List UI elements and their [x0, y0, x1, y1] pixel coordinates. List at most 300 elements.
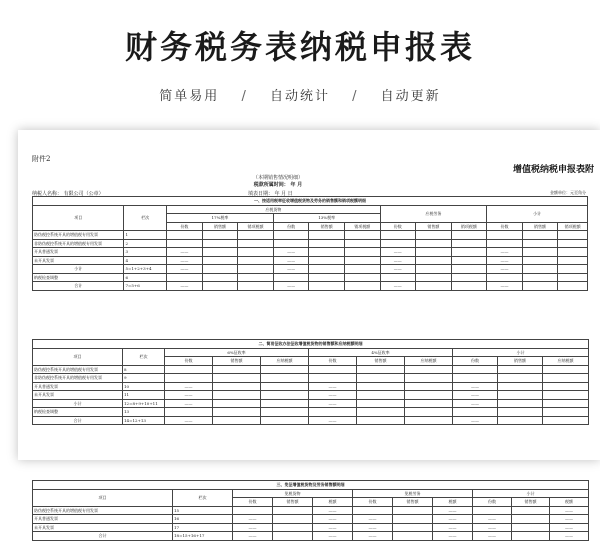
- value-cell[interactable]: [451, 248, 487, 257]
- value-cell[interactable]: ——: [550, 515, 589, 524]
- header-sales: 销售额: [416, 222, 452, 231]
- header-payable-tax: 应纳税额: [543, 357, 589, 366]
- value-cell[interactable]: [522, 248, 558, 257]
- value-cell[interactable]: [558, 231, 588, 240]
- value-cell[interactable]: ——: [453, 399, 498, 408]
- value-cell[interactable]: [453, 365, 498, 374]
- value-cell[interactable]: ——: [309, 416, 357, 425]
- value-cell[interactable]: [498, 374, 543, 383]
- value-cell[interactable]: [309, 231, 345, 240]
- value-cell[interactable]: [498, 382, 543, 391]
- table-row: [33, 506, 589, 515]
- value-cell[interactable]: [238, 273, 274, 282]
- header-output-tax: 销项税额: [344, 222, 380, 231]
- value-cell[interactable]: [273, 506, 313, 515]
- table-row: [33, 515, 589, 524]
- value-cell[interactable]: [273, 523, 313, 532]
- value-cell[interactable]: ——: [273, 248, 309, 257]
- row-col-no: 17: [173, 523, 233, 532]
- value-cell[interactable]: ——: [487, 282, 523, 291]
- value-cell[interactable]: [487, 231, 523, 240]
- header-sales: 销售额: [202, 222, 238, 231]
- header-qty: 份数: [167, 222, 203, 231]
- row-col-no: 3: [124, 248, 167, 257]
- value-cell[interactable]: ——: [380, 282, 416, 291]
- value-cell[interactable]: [558, 282, 588, 291]
- feature-auto-stats: 自动统计: [269, 89, 330, 104]
- table-row: [33, 374, 589, 383]
- feature-separator: /: [352, 89, 359, 104]
- row-col-no: 5=1+2+3+4: [124, 265, 167, 274]
- value-cell[interactable]: [344, 231, 380, 240]
- header-payable-tax: 应纳税额: [261, 357, 309, 366]
- header-subtotal: 小计: [453, 348, 589, 357]
- section-exempt-sales-table: [32, 480, 589, 541]
- tax-period: 税款所属时间： 年 月: [253, 182, 303, 188]
- value-cell[interactable]: ——: [433, 532, 473, 541]
- header-col-no: 栏次: [173, 489, 233, 506]
- value-cell[interactable]: [213, 408, 261, 417]
- value-cell[interactable]: [512, 506, 550, 515]
- header-rate-6: 6%征收率: [165, 348, 309, 357]
- value-cell[interactable]: [498, 416, 543, 425]
- value-cell[interactable]: ——: [353, 532, 393, 541]
- header-qty: 份数: [273, 222, 309, 231]
- value-cell[interactable]: ——: [165, 382, 213, 391]
- value-cell[interactable]: [309, 282, 345, 291]
- value-cell[interactable]: [405, 374, 453, 383]
- value-cell[interactable]: [473, 506, 512, 515]
- value-cell[interactable]: ——: [313, 515, 353, 524]
- value-cell[interactable]: ——: [487, 265, 523, 274]
- value-cell[interactable]: [487, 239, 523, 248]
- value-cell[interactable]: [213, 391, 261, 400]
- value-cell[interactable]: ——: [353, 523, 393, 532]
- table-row: [33, 399, 589, 408]
- value-cell[interactable]: [167, 239, 203, 248]
- row-label: 小计: [33, 399, 123, 408]
- value-cell[interactable]: [261, 374, 309, 383]
- row-label: 未开具发票: [33, 523, 173, 532]
- table-row: [33, 365, 589, 374]
- value-cell[interactable]: [213, 374, 261, 383]
- feature-easy: 简单易用: [159, 89, 220, 104]
- row-label: 非防伪税控系统开具的增值税专用发票: [33, 374, 123, 383]
- row-label: 合计: [33, 532, 173, 541]
- value-cell[interactable]: [357, 365, 405, 374]
- value-cell[interactable]: [309, 265, 345, 274]
- row-col-no: 10: [123, 382, 165, 391]
- feature-separator: /: [241, 89, 248, 104]
- amount-unit: 金额单位：元至角分: [550, 190, 586, 195]
- value-cell[interactable]: ——: [550, 506, 589, 515]
- value-cell[interactable]: [416, 282, 452, 291]
- header-output-tax: 销项税额: [451, 222, 487, 231]
- value-cell[interactable]: [451, 239, 487, 248]
- value-cell[interactable]: ——: [433, 515, 473, 524]
- value-cell[interactable]: ——: [273, 256, 309, 265]
- value-cell[interactable]: [238, 231, 274, 240]
- header-sales: 销售额: [522, 222, 558, 231]
- header-qty: 份数: [487, 222, 523, 231]
- row-col-no: 8: [123, 365, 165, 374]
- value-cell[interactable]: [167, 231, 203, 240]
- value-cell[interactable]: [261, 382, 309, 391]
- value-cell[interactable]: [202, 256, 238, 265]
- value-cell[interactable]: [261, 416, 309, 425]
- header-rate-4: 4%征收率: [309, 348, 453, 357]
- row-col-no: 13: [123, 408, 165, 417]
- value-cell[interactable]: ——: [487, 248, 523, 257]
- form-subtitle: （本期销售情况明细）: [252, 175, 303, 181]
- value-cell[interactable]: [558, 265, 588, 274]
- value-cell[interactable]: [261, 391, 309, 400]
- header-item: 项目: [33, 205, 124, 231]
- value-cell[interactable]: [416, 273, 452, 282]
- row-col-no: 12=8+9+10+11: [123, 399, 165, 408]
- value-cell[interactable]: [451, 256, 487, 265]
- value-cell[interactable]: [453, 374, 498, 383]
- row-col-no: 7=5+6: [124, 282, 167, 291]
- row-col-no: 16: [173, 515, 233, 524]
- value-cell[interactable]: ——: [433, 523, 473, 532]
- header-payable-tax: 应纳税额: [405, 357, 453, 366]
- row-label: 未开具发票: [33, 256, 124, 265]
- value-cell[interactable]: [353, 506, 393, 515]
- value-cell[interactable]: [522, 256, 558, 265]
- value-cell[interactable]: [512, 515, 550, 524]
- value-cell[interactable]: [451, 231, 487, 240]
- value-cell[interactable]: [393, 506, 433, 515]
- value-cell[interactable]: ——: [273, 265, 309, 274]
- value-cell[interactable]: ——: [309, 382, 357, 391]
- value-cell[interactable]: [405, 408, 453, 417]
- table-row: [33, 382, 589, 391]
- value-cell[interactable]: [543, 391, 589, 400]
- header-item: 项目: [33, 489, 173, 506]
- value-cell[interactable]: [273, 532, 313, 541]
- value-cell[interactable]: [405, 416, 453, 425]
- section-title: 一、按适用税率征收增值税货物及劳务的销售额和销项税额明细: [33, 197, 588, 206]
- value-cell[interactable]: [344, 273, 380, 282]
- value-cell[interactable]: [344, 265, 380, 274]
- value-cell[interactable]: [522, 273, 558, 282]
- value-cell[interactable]: [202, 248, 238, 257]
- value-cell[interactable]: [213, 382, 261, 391]
- header-sales: 销售额: [393, 498, 433, 507]
- value-cell[interactable]: [380, 231, 416, 240]
- header-rate-17: 17%税率: [167, 214, 274, 223]
- value-cell[interactable]: [357, 408, 405, 417]
- row-label: 未开具发票: [33, 391, 123, 400]
- value-cell[interactable]: [451, 273, 487, 282]
- row-label: 开具普通发票: [33, 382, 123, 391]
- row-label: 防伪税控系统开具的增值税专用发票: [33, 365, 123, 374]
- value-cell[interactable]: [309, 365, 357, 374]
- header-exempt-goods: 免税货物: [233, 489, 353, 498]
- value-cell[interactable]: [309, 256, 345, 265]
- row-col-no: 18=15+16+17: [173, 532, 233, 541]
- value-cell[interactable]: [498, 365, 543, 374]
- section-title: 三、免征增值税货物及劳务销售额明细: [33, 481, 589, 490]
- value-cell[interactable]: [165, 408, 213, 417]
- attachment-label: 附件2: [32, 155, 51, 163]
- header-sales: 销售额: [213, 357, 261, 366]
- table-row: [33, 416, 589, 425]
- value-cell[interactable]: [344, 239, 380, 248]
- value-cell[interactable]: [344, 248, 380, 257]
- row-col-no: 9: [123, 374, 165, 383]
- value-cell[interactable]: [405, 382, 453, 391]
- value-cell[interactable]: [309, 248, 345, 257]
- table-row: [33, 273, 588, 282]
- value-cell[interactable]: [238, 265, 274, 274]
- value-cell[interactable]: [273, 515, 313, 524]
- value-cell[interactable]: ——: [233, 532, 273, 541]
- value-cell[interactable]: ——: [165, 416, 213, 425]
- value-cell[interactable]: ——: [233, 523, 273, 532]
- row-label: 非防伪税控系统开具的增值税专用发票: [33, 239, 124, 248]
- value-cell[interactable]: ——: [550, 523, 589, 532]
- row-col-no: 15: [173, 506, 233, 515]
- value-cell[interactable]: [405, 365, 453, 374]
- value-cell[interactable]: [357, 416, 405, 425]
- value-cell[interactable]: [273, 239, 309, 248]
- header-tax: 税额: [313, 498, 353, 507]
- header-sales: 销售额: [498, 357, 543, 366]
- header-tax: 税额: [433, 498, 473, 507]
- value-cell[interactable]: [405, 391, 453, 400]
- value-cell[interactable]: [357, 374, 405, 383]
- row-label: 合计: [33, 282, 124, 291]
- header-sales: 销售额: [309, 222, 345, 231]
- value-cell[interactable]: [357, 399, 405, 408]
- value-cell[interactable]: [498, 408, 543, 417]
- row-col-no: 6: [124, 273, 167, 282]
- value-cell[interactable]: [165, 365, 213, 374]
- value-cell[interactable]: ——: [453, 391, 498, 400]
- value-cell[interactable]: [543, 374, 589, 383]
- table-row: [33, 532, 589, 541]
- value-cell[interactable]: [273, 273, 309, 282]
- value-cell[interactable]: [522, 239, 558, 248]
- value-cell[interactable]: [344, 256, 380, 265]
- value-cell[interactable]: [405, 399, 453, 408]
- taxpayer-name: 纳税人名称： 有限公司（公章）: [32, 191, 104, 197]
- value-cell[interactable]: [558, 239, 588, 248]
- value-cell[interactable]: [202, 239, 238, 248]
- value-cell[interactable]: ——: [380, 256, 416, 265]
- value-cell[interactable]: ——: [167, 265, 203, 274]
- form-title: 增值税纳税申报表附: [512, 165, 594, 175]
- row-col-no: 1: [124, 231, 167, 240]
- value-cell[interactable]: ——: [433, 506, 473, 515]
- value-cell[interactable]: ——: [167, 282, 203, 291]
- row-label: 防伪税控系统开具的增值税专用发票: [33, 506, 173, 515]
- value-cell[interactable]: [309, 239, 345, 248]
- table-row: [33, 523, 589, 532]
- header-item: 项目: [33, 348, 123, 365]
- table-row: [33, 248, 588, 257]
- value-cell[interactable]: [261, 408, 309, 417]
- value-cell[interactable]: ——: [309, 391, 357, 400]
- value-cell[interactable]: [213, 399, 261, 408]
- value-cell[interactable]: ——: [167, 256, 203, 265]
- table-row: [33, 231, 588, 240]
- value-cell[interactable]: [558, 256, 588, 265]
- fill-date: 填表日期： 年 月 日: [248, 191, 293, 197]
- value-cell[interactable]: [451, 265, 487, 274]
- value-cell[interactable]: [451, 282, 487, 291]
- header-qty: 份数: [380, 222, 416, 231]
- table-row: [33, 239, 588, 248]
- value-cell[interactable]: [357, 391, 405, 400]
- header-output-tax: 销项税额: [238, 222, 274, 231]
- value-cell[interactable]: [213, 416, 261, 425]
- value-cell[interactable]: ——: [165, 399, 213, 408]
- value-cell[interactable]: ——: [273, 282, 309, 291]
- value-cell[interactable]: [165, 374, 213, 383]
- header-sales: 销售额: [273, 498, 313, 507]
- header-tax: 税额: [550, 498, 589, 507]
- value-cell[interactable]: [498, 399, 543, 408]
- value-cell[interactable]: [309, 374, 357, 383]
- value-cell[interactable]: [238, 239, 274, 248]
- hero-feature-list: [0, 85, 600, 104]
- value-cell[interactable]: [167, 273, 203, 282]
- header-col-no: 栏次: [124, 205, 167, 231]
- value-cell[interactable]: ——: [165, 391, 213, 400]
- row-label: 开具普通发票: [33, 248, 124, 257]
- feature-auto-update: 自动更新: [380, 89, 441, 104]
- value-cell[interactable]: ——: [313, 523, 353, 532]
- value-cell[interactable]: ——: [380, 265, 416, 274]
- row-col-no: 4: [124, 256, 167, 265]
- value-cell[interactable]: [512, 523, 550, 532]
- header-sales: 销售额: [357, 357, 405, 366]
- hero-banner: [0, 0, 600, 125]
- value-cell[interactable]: [344, 282, 380, 291]
- tax-form-sheet: [18, 130, 600, 539]
- value-cell[interactable]: [522, 265, 558, 274]
- value-cell[interactable]: ——: [167, 248, 203, 257]
- value-cell[interactable]: [522, 282, 558, 291]
- table-row: [33, 408, 589, 417]
- header-qty: 份数: [353, 498, 393, 507]
- row-label: 纳税检查调整: [33, 273, 124, 282]
- header-qty: 份数: [233, 498, 273, 507]
- value-cell[interactable]: ——: [313, 532, 353, 541]
- value-cell[interactable]: [416, 248, 452, 257]
- header-qty: 份数: [309, 357, 357, 366]
- row-col-no: 2: [124, 239, 167, 248]
- section-taxable-sales-table: [32, 196, 588, 291]
- row-label: 开具普通发票: [33, 515, 173, 524]
- value-cell[interactable]: [309, 408, 357, 417]
- value-cell[interactable]: [202, 231, 238, 240]
- header-taxable-services: 应税劳务: [380, 205, 487, 222]
- value-cell[interactable]: ——: [487, 256, 523, 265]
- header-col-no: 栏次: [123, 348, 165, 365]
- value-cell[interactable]: ——: [353, 515, 393, 524]
- header-qty: 份数: [453, 357, 498, 366]
- value-cell[interactable]: ——: [473, 515, 512, 524]
- value-cell[interactable]: [543, 399, 589, 408]
- value-cell[interactable]: ——: [309, 399, 357, 408]
- value-cell[interactable]: [273, 231, 309, 240]
- value-cell[interactable]: [233, 506, 273, 515]
- value-cell[interactable]: ——: [233, 515, 273, 524]
- value-cell[interactable]: [558, 273, 588, 282]
- value-cell[interactable]: [202, 282, 238, 291]
- value-cell[interactable]: [309, 273, 345, 282]
- value-cell[interactable]: [498, 391, 543, 400]
- row-label: 小计: [33, 265, 124, 274]
- value-cell[interactable]: [416, 231, 452, 240]
- value-cell[interactable]: [416, 256, 452, 265]
- value-cell[interactable]: [202, 273, 238, 282]
- value-cell[interactable]: [393, 532, 433, 541]
- value-cell[interactable]: [416, 265, 452, 274]
- value-cell[interactable]: [261, 365, 309, 374]
- value-cell[interactable]: [393, 523, 433, 532]
- value-cell[interactable]: [213, 365, 261, 374]
- header-subtotal: 小计: [473, 489, 589, 498]
- value-cell[interactable]: ——: [453, 416, 498, 425]
- value-cell[interactable]: [380, 239, 416, 248]
- value-cell[interactable]: [543, 382, 589, 391]
- value-cell[interactable]: [357, 382, 405, 391]
- value-cell[interactable]: [238, 248, 274, 257]
- value-cell[interactable]: ——: [473, 523, 512, 532]
- value-cell[interactable]: [238, 282, 274, 291]
- value-cell[interactable]: ——: [473, 532, 512, 541]
- value-cell[interactable]: ——: [453, 382, 498, 391]
- header-subtotal: 小计: [487, 205, 588, 222]
- header-rate-13: 13%税率: [273, 214, 380, 223]
- value-cell[interactable]: [522, 231, 558, 240]
- value-cell[interactable]: [558, 248, 588, 257]
- value-cell[interactable]: [380, 273, 416, 282]
- value-cell[interactable]: [261, 399, 309, 408]
- value-cell[interactable]: [543, 408, 589, 417]
- hero-title: 财务税务表纳税申报表: [124, 28, 475, 66]
- value-cell[interactable]: [238, 256, 274, 265]
- value-cell[interactable]: ——: [380, 248, 416, 257]
- value-cell[interactable]: [393, 515, 433, 524]
- value-cell[interactable]: [543, 416, 589, 425]
- row-label: 合计: [33, 416, 123, 425]
- header-qty: 份数: [473, 498, 512, 507]
- header-output-tax: 销项税额: [558, 222, 588, 231]
- table-row: [33, 265, 588, 274]
- header-qty: 份数: [165, 357, 213, 366]
- table-row: [33, 391, 589, 400]
- value-cell[interactable]: ——: [313, 506, 353, 515]
- value-cell[interactable]: [453, 408, 498, 417]
- row-col-no: 11: [123, 391, 165, 400]
- row-col-no: 14=12+13: [123, 416, 165, 425]
- value-cell[interactable]: [543, 365, 589, 374]
- value-cell[interactable]: [202, 265, 238, 274]
- value-cell[interactable]: ——: [550, 532, 589, 541]
- value-cell[interactable]: [416, 239, 452, 248]
- value-cell[interactable]: [487, 273, 523, 282]
- section-title: 二、简易征收办法征收增值税货物的销售额和应纳税额明细: [33, 340, 589, 349]
- header-taxable-goods: 应税货物: [167, 205, 380, 214]
- section-simple-levy-table: [32, 339, 589, 425]
- value-cell[interactable]: [512, 532, 550, 541]
